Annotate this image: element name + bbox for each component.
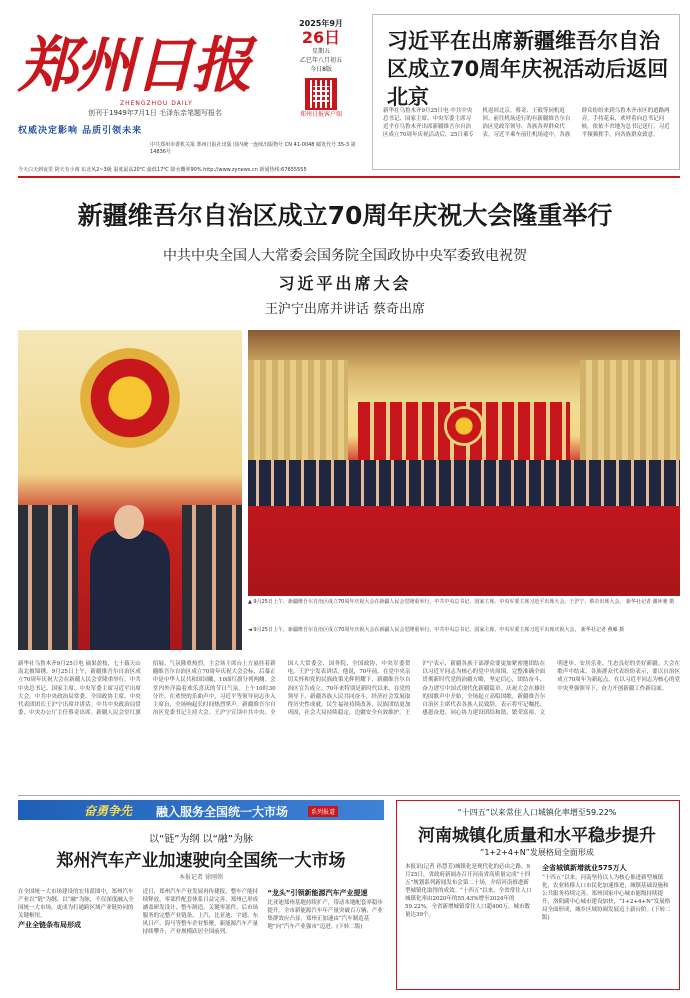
date-box bbox=[290, 18, 352, 158]
side-story[interactable] bbox=[372, 14, 680, 170]
right-headline[interactable]: 河南城镇化质量和水平稳步提升 bbox=[418, 826, 656, 846]
banner-title: 融入服务全国统一大市场 bbox=[156, 805, 289, 819]
right-kicker: “十四五”以来常住人口城镇化率增至59.22% bbox=[457, 808, 617, 817]
weather-bar: 今天白天到夜里 阴天有小雨 东北风2~3级 温度最高20℃ 最低17℃ 降水概率90% http://www.zynews.cn 新闻热线:67655555 bbox=[18, 167, 307, 173]
publisher-info: 中共郑州市委机关报 郑州日报社出版 国内统一连续出版物号 CN 41-0048 邮发代号 35-3 第14836号 bbox=[150, 142, 356, 155]
photo-assembly-hall bbox=[248, 330, 680, 596]
date-day: 26日 bbox=[301, 28, 341, 47]
top-rule bbox=[18, 176, 680, 178]
left-byline: 本报记者 徐刚领 bbox=[179, 874, 223, 881]
section-rule bbox=[18, 795, 680, 796]
left-headline[interactable]: 郑州汽车产业加速驶向全国统一大市场 bbox=[56, 851, 346, 871]
left-article-body bbox=[18, 888, 384, 988]
headline-sub-1: 中共中央全国人大常委会国务院全国政协中央军委致电祝贺 bbox=[163, 248, 527, 264]
photo-caption-1: ▲ 9月25日上午，新疆维吾尔自治区成立70周年庆祝大会在新疆人民会堂隆重举行。中共中央总书记、国家主席、中央军委主席习近平出席大会。王沪宁、蔡奇出席大会。 新华社记者 谢环驰 摄 bbox=[248, 599, 675, 605]
headline-sub-2: 习近平出席大会 bbox=[278, 274, 412, 293]
photo-leader-waving bbox=[18, 330, 242, 650]
main-headline[interactable]: 新疆维吾尔自治区成立70周年庆祝大会隆重举行 bbox=[77, 201, 613, 230]
right-subhead-1: 全省城镇新增就业575万人 bbox=[542, 864, 627, 872]
main-article-body: 新华社乌鲁木齐9月25日电 硕果盈枝，七十载天山南北披锦绣。9月25日上午，新疆维吾尔自治区成立70周年庆祝大会在新疆人民会堂隆重举行。中共中央总书记、国家主席、中央军委主席习近平出席大会。中共中央政治局常委、全国政协主席、中央代表团团长王沪宁出席并讲话。中共中央政治局常委、中央办公厅主任蔡奇出席。新疆人民会堂红旗招展、气氛隆重热烈。主会场主席台上方悬挂着新疆维吾尔自治区成立70周年庆祝大会会标，后幕正中是中华人民共和国国徽，10面红旗分列两侧。会堂内外洋溢着欢乐喜庆的节日气氛。上午10时30分许，在欢快的乐曲声中，习近平等领导同志步入主席台，全场响起长时间热烈掌声。新疆维吾尔自治区党委书记主持大会。王沪宁宣读中共中央、全国人大常委会、国务院、全国政协、中央军委贺电。王沪宁发表讲话，他说，70年前，在党中央亲切关怀和党的民族政策光辉照耀下，新疆维吾尔自治区宣告成立。70年来特别是新时代以来，在党的领导下，新疆各族人民共同奋斗，经济社会发展取得历史性成就，民生福祉持续改善，民族团结更加巩固，社会大局持续稳定，边疆安全有效维护。王沪宁表示，新疆各族干部群众要更加紧密地团结在以习近平同志为核心的党中央周围，完整准确全面贯彻新时代党的治疆方略，坚定信心，团结奋斗，奋力谱写中国式现代化新疆篇章。庆祝大会在雄壮的国歌声中开始，全场起立高唱国歌。新疆维吾尔自治区主席代表各族人民致辞，表示将牢记嘱托、感恩奋进。同心协力建设团结和谐、繁荣富裕、文明进步、安居乐业、生态良好的美好新疆。大会在歌声中结束，各族群众代表纷纷表示，要以自治区成立70周年为新起点，在以习近平同志为核心的党中央坚强领导下，奋力开创新疆工作新局面。 bbox=[18, 661, 680, 717]
right-paragraph-1: 本报讯(记者 孙慧芳)城镇化是现代化的必由之路。9月25日，省政府新闻办召开河南省高质量完成“十四五”规划系列新闻发布会第二十场，介绍河南推进新型城镇化取得的成效。“十四五”以来，全省常住人口城镇化率由2020年的55.43%增至2024年的59.22%，全省新增城镇常住人口超400万，城市数量达39个。 bbox=[405, 864, 532, 918]
newspaper-logo: 郑州日报 bbox=[18, 31, 250, 101]
newspaper-pinyin: ZHENGZHOU DAILY bbox=[120, 100, 193, 107]
right-paragraph-2: “十四五”以来，河南坚持以人为核心推进新型城镇化，农业转移人口市民化加速推进，城镇基础设施和公共服务持续完善，郑州国家中心城市能级持续提升，洛阳副中心城市建设加快，“1+2+4+N”发展格局全面形成，城乡区域协调发展迈上新台阶。(下转二版) bbox=[542, 875, 671, 921]
date-year: 2025年9月 bbox=[299, 19, 343, 28]
photo-person bbox=[90, 530, 170, 650]
photo-crowd-left bbox=[18, 505, 78, 650]
banner-series: 奋勇争先 bbox=[84, 804, 133, 818]
right-article-box bbox=[396, 800, 680, 990]
side-story-body: 新华社乌鲁木齐9月25日电 中共中央总书记、国家主席、中央军委主席习近平在乌鲁木齐出席新疆维吾尔自治区成立70周年庆祝活动后，25日乘专机返回北京。蔡奇、王毅等同机返回。前往机场送行的有新疆维吾尔自治区党政军领导、各族各界群众代表。习近平乘车前往机场途中，各族群众纷纷来到乌鲁木齐市区的道路两旁，手持花束，欢呼着向总书记问候，依依不舍地为总书记送行。习近平频频挥手，向各族群众致意。 bbox=[383, 108, 670, 138]
side-story-title[interactable]: 习近平在出席新疆维吾尔自治区成立70周年庆祝活动后返回北京 bbox=[387, 29, 669, 109]
headline-sub-3: 王沪宁出席并讲话 蔡奇出席 bbox=[264, 302, 426, 317]
left-paragraph-1: 在全国统一大市场建设的宏伟蓝图中，郑州汽车产业以“链”为纲、以“融”为脉，不仅深度融入全国统一大市场，更成为打通跨区域产业链协同的关键枢纽。 bbox=[18, 889, 134, 919]
qr-code-icon[interactable] bbox=[305, 78, 337, 110]
banner-tag: 系列报道 bbox=[308, 806, 338, 817]
date-pages: 今日8版 bbox=[310, 66, 332, 73]
photo-crowd-right bbox=[182, 505, 242, 650]
right-article-body bbox=[405, 863, 671, 987]
founded-line: 创刊于1949年7月1日 毛泽东亲笔题写报名 bbox=[88, 109, 222, 117]
left-subhead-1: 产业全链条布局形成 bbox=[18, 921, 81, 929]
left-paragraph-2: 近日，郑州汽车产业发展再传捷报，整车产能持续释放，零部件配套体系日益完善。郑州已形成涵盖研发设计、整车制造、关键零部件、后市场服务的完整产业链条，上汽、比亚迪、宇通、东风日产、海马等整车企业集聚，新能源汽车产量持续攀升，产业规模跃居全国前列。 bbox=[142, 889, 259, 935]
left-subhead-2: “龙头”引领新能源汽车产业提速 bbox=[267, 889, 368, 897]
right-subtitle: “1+2+4+N”发展格局全面形成 bbox=[480, 848, 594, 857]
left-paragraph-3: 比亚迪郑州基地持续扩产，带动本地配套率稳步提升。全市新能源汽车年产量突破百万辆，产业集群效应凸显，郑州正加速由“汽车制造基地”向“汽车产业强市”迈进。(下转二版) bbox=[267, 900, 383, 930]
left-kicker: 以“链”为纲 以“融”为脉 bbox=[149, 834, 253, 845]
photo-caption-2: ◄ 9月25日上午，新疆维吾尔自治区成立70周年庆祝大会在新疆人民会堂隆重举行。中共中央总书记、国家主席、中央军委主席习近平出席庆祝大会。 新华社记者 燕雁 摄 bbox=[248, 627, 625, 633]
national-emblem-icon bbox=[80, 348, 180, 448]
date-lunar: 乙巳年八月初五 bbox=[299, 57, 342, 64]
date-weekday: 星期五 bbox=[311, 48, 330, 55]
series-banner bbox=[18, 800, 384, 820]
hall-emblem-icon bbox=[444, 406, 484, 446]
qr-caption: 郑州日报客户端 bbox=[299, 111, 342, 118]
photo-person-head bbox=[114, 505, 144, 539]
photo-rostrum bbox=[248, 460, 680, 506]
slogan: 权威决定影响 品质引领未来 bbox=[18, 126, 143, 136]
